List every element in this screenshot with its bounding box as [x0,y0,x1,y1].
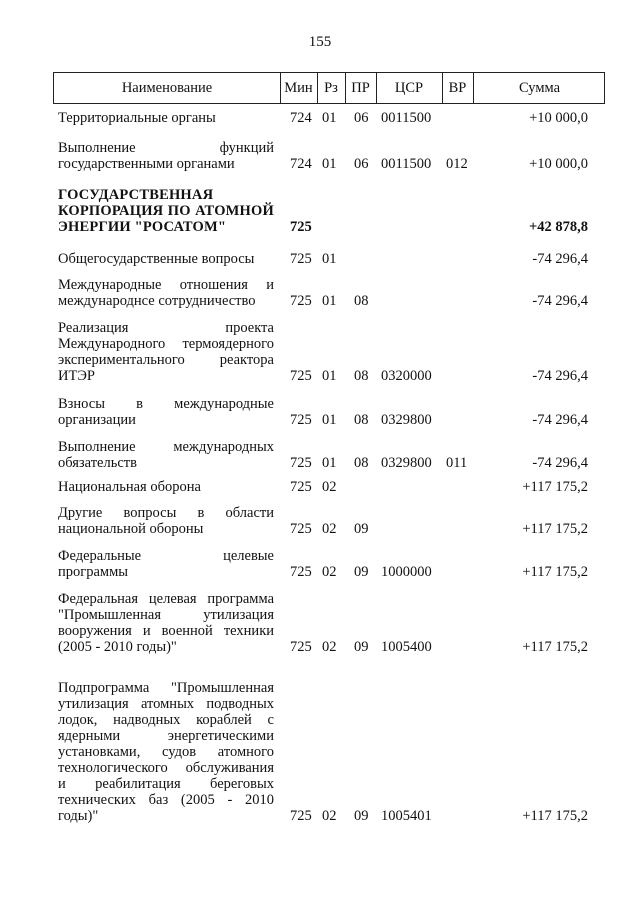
row-min: 725 [290,455,312,471]
row-vr: 011 [446,455,468,471]
column-header-name: Наименование [121,80,213,96]
row-min: 725 [290,564,312,580]
row-name-line: (2005 - 2010 годы)" [58,639,177,655]
row-name-line: технологического обслуживания [58,760,274,776]
row-name-line: ГОСУДАРСТВЕННАЯ [58,187,214,203]
table-header [53,72,605,104]
row-name [58,479,274,495]
row-name-line: утилизация атомных подводных [58,696,274,712]
row-rz: 02 [322,564,337,580]
row-min: 725 [290,521,312,537]
row-name-line: Взносы в международные [58,396,274,412]
row-name-line: национальной обороны [58,521,204,537]
row-min: 725 [290,219,312,235]
column-header-rz: Рз [324,80,338,96]
row-pr: 08 [354,293,369,309]
row-name-line: экспериментального реактора [58,352,274,368]
row-min: 724 [290,110,312,126]
row-name-line: Общегосударственные вопросы [58,251,255,267]
row-rz: 02 [322,639,337,655]
row-name-line: ядерными энергетическими [58,728,274,744]
row-rz: 02 [322,521,337,537]
row-rz: 01 [322,156,337,172]
row-name [58,110,274,126]
row-name [58,140,274,172]
row-min: 725 [290,368,312,384]
row-name-line: организации [58,412,136,428]
row-name-line: Другие вопросы в области [58,505,274,521]
row-name-line: "Промышленная утилизация [58,607,274,623]
row-vr: 012 [446,156,468,172]
row-name-line: годы)" [58,808,99,824]
row-name-line: ЭНЕРГИИ "РОСАТОМ" [58,219,227,235]
row-name-line: Федеральная целевая программа [58,591,274,607]
row-min: 725 [290,251,312,267]
row-pr: 09 [354,564,369,580]
row-name-line: международнсе сотрудничество [58,293,256,309]
row-csr: 0329800 [381,412,432,428]
row-name [58,320,274,384]
page-number: 155 [308,34,332,50]
row-rz: 01 [322,412,337,428]
row-sum: -74 296,4 [532,412,588,428]
row-name-line: Выполнение функций [58,140,274,156]
row-csr: 1005400 [381,639,432,655]
row-rz: 01 [322,455,337,471]
row-name [58,548,274,580]
row-name-line: КОРПОРАЦИЯ ПО АТОМНОЙ [58,203,274,219]
column-header-min: Мин [284,80,313,96]
row-sum: -74 296,4 [532,251,588,267]
row-sum: +117 175,2 [522,808,588,824]
row-csr: 0011500 [381,110,432,126]
row-name [58,505,274,537]
row-pr: 09 [354,808,369,824]
row-name-line: Международного термоядерного [58,336,274,352]
row-csr: 0011500 [381,156,432,172]
row-name-line: государственными органами [58,156,235,172]
row-name-line: обязательств [58,455,137,471]
column-header-pr: ПР [351,80,370,96]
row-sum: -74 296,4 [532,455,588,471]
row-name [58,680,274,824]
column-header-vr: ВР [448,80,467,96]
column-header-csr: ЦСР [394,80,424,96]
row-rz: 02 [322,808,337,824]
row-sum: +42 878,8 [528,219,588,235]
row-sum: +117 175,2 [522,479,588,495]
row-sum: +10 000,0 [529,156,588,172]
row-name-line: Национальная оборона [58,479,201,495]
row-name-line: Территориальные органы [58,110,216,126]
row-rz: 01 [322,110,337,126]
row-pr: 08 [354,455,369,471]
row-min: 725 [290,639,312,655]
row-name-line: вооружения и военной техники [58,623,274,639]
row-name-line: Международные отношения и [58,277,274,293]
row-rz: 01 [322,368,337,384]
row-rz: 01 [322,251,337,267]
row-name-line: Реализация проекта [58,320,274,336]
row-sum: +117 175,2 [522,521,588,537]
row-name [58,187,274,235]
row-sum: +10 000,0 [529,110,588,126]
row-csr: 1005401 [381,808,432,824]
row-name [58,591,274,655]
row-sum: -74 296,4 [532,293,588,309]
row-min: 725 [290,479,312,495]
row-name-line: Выполнение международных [58,439,274,455]
row-pr: 09 [354,639,369,655]
row-name [58,439,274,471]
row-name-line: ИТЭР [58,368,95,384]
row-pr: 06 [354,110,369,126]
row-name-line: Подпрограмма "Промышленная [58,680,274,696]
row-sum: +117 175,2 [522,639,588,655]
row-min: 725 [290,808,312,824]
row-csr: 0320000 [381,368,432,384]
row-pr: 06 [354,156,369,172]
row-name-line: установками, судов атомного [58,744,274,760]
row-pr: 09 [354,521,369,537]
row-name-line: и реабилитация береговых [58,776,274,792]
row-sum: +117 175,2 [522,564,588,580]
column-header-sum: Сумма [518,80,561,96]
row-sum: -74 296,4 [532,368,588,384]
row-name [58,277,274,309]
row-min: 725 [290,293,312,309]
row-rz: 02 [322,479,337,495]
row-name-line: технических баз (2005 - 2010 [58,792,274,808]
row-min: 725 [290,412,312,428]
row-min: 724 [290,156,312,172]
row-name [58,396,274,428]
row-rz: 01 [322,293,337,309]
row-name [58,251,274,267]
row-pr: 08 [354,412,369,428]
row-name-line: программы [58,564,128,580]
row-csr: 1000000 [381,564,432,580]
row-pr: 08 [354,368,369,384]
row-csr: 0329800 [381,455,432,471]
row-name-line: Федеральные целевые [58,548,274,564]
row-name-line: лодок, надводных кораблей с [58,712,274,728]
